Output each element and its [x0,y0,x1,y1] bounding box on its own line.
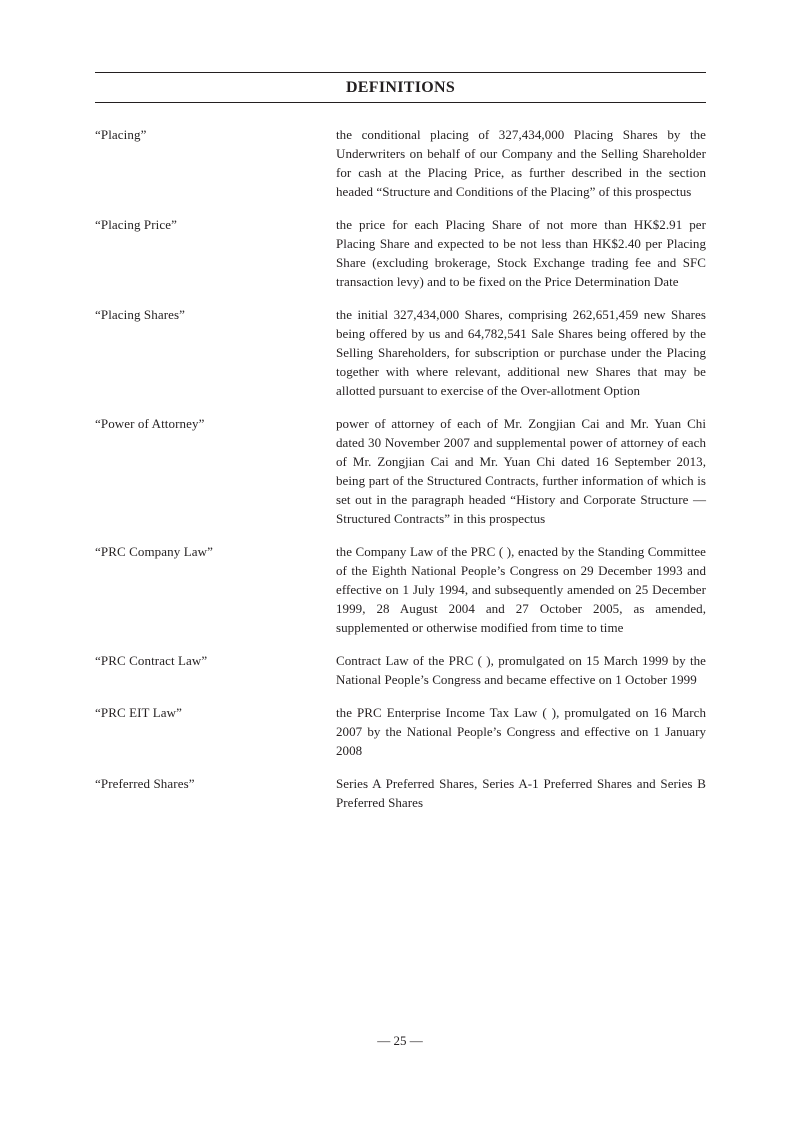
definition-row [95,125,706,201]
definition-text: the Company Law of the PRC ( ), enacted by the Standing Committee of the Eighth National People’s Congress on 29 December 1993 and effective on 1 July 1994, and subsequently amended on 25 December 1999, 28 August 2004 and 27 October 2005, as amended, supplemented or otherwise modified from time to time [336,544,706,635]
definition-row [95,414,706,528]
definition-term: “PRC Contract Law” [95,653,208,668]
definition-row [95,215,706,291]
definition-term: “Power of Attorney” [95,416,205,431]
definition-term: “Placing Price” [95,217,177,232]
definition-text: the price for each Placing Share of not more than HK$2.91 per Placing Share and expected to be not less than HK$2.40 per Placing Share (excluding brokerage, Stock Exchange trading fee and SFC transaction levy) and to be fixed on the Price Determination Date [336,217,706,289]
definition-term: “PRC EIT Law” [95,705,182,720]
definition-row [95,651,706,689]
definition-text: the initial 327,434,000 Shares, comprising 262,651,459 new Shares being offered by us and 64,782,541 Sale Shares being offered by the Selling Shareholders, for subscription or purchase under the Placing together with where relevant, additional new Shares that may be allotted pursuant to exercise of the Over-allotment Option [336,307,706,398]
definition-term: “Preferred Shares” [95,776,195,791]
definition-text: Series A Preferred Shares, Series A-1 Preferred Shares and Series B Preferred Shares [336,776,706,810]
definition-text: the conditional placing of 327,434,000 Placing Shares by the Underwriters on behalf of our Company and the Selling Shareholder for cash at the Placing Price, as further described in the section headed “Structure and Conditions of the Placing” of this prospectus [336,127,706,199]
definition-term: “Placing” [95,127,147,142]
page-number: — 25 — [377,1033,423,1048]
page-title: DEFINITIONS [345,79,456,96]
definition-term: “PRC Company Law” [95,544,213,559]
definition-row [95,305,706,400]
definition-text: the PRC Enterprise Income Tax Law ( ), promulgated on 16 March 2007 by the National People’s Congress and effective on 1 January 2008 [336,705,706,758]
definition-row [95,542,706,637]
page-header [95,72,706,103]
definition-text: power of attorney of each of Mr. Zongjian Cai and Mr. Yuan Chi dated 30 November 2007 and supplemental power of attorney of each of Mr. Zongjian Cai and Mr. Yuan Chi dated 16 September 2013, being part of the Structured Contracts, further information of which is set out in the paragraph headed “History and Corporate Structure — Structured Contracts” in this prospectus [336,416,706,526]
definition-text: Contract Law of the PRC ( ), promulgated on 15 March 1999 by the National People’s Congress and became effective on 1 October 1999 [336,653,706,687]
definitions-list [95,125,706,826]
definition-row [95,774,706,812]
definition-term: “Placing Shares” [95,307,186,322]
definition-row [95,703,706,760]
